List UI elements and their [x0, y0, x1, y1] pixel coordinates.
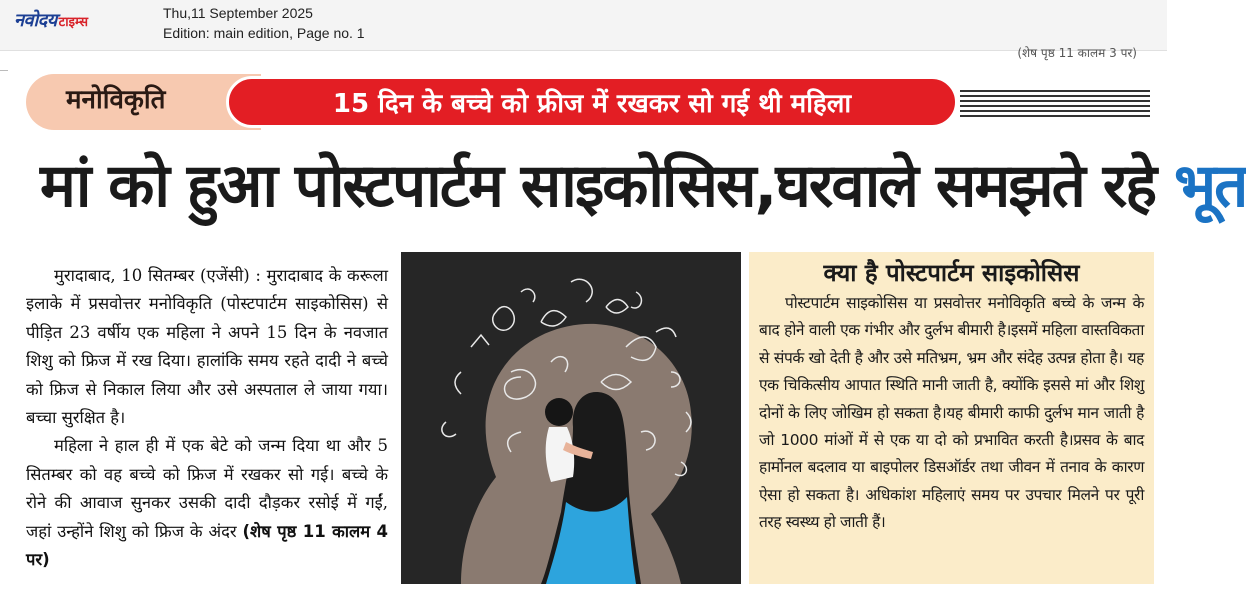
headline — [40, 138, 1246, 238]
explainer-box — [749, 252, 1154, 584]
divider — [0, 70, 8, 71]
masthead-bar — [0, 0, 1167, 60]
subheadline-pill — [226, 76, 958, 128]
edition-info: Edition: main edition, Page no. 1 — [163, 25, 365, 41]
article-illustration — [401, 252, 741, 584]
continued-on-page[interactable]: (शेष पृष्ठ 11 कालम 4 पर) — [26, 521, 388, 570]
edition-date: Thu,11 September 2025 — [163, 5, 313, 21]
subheadline: 15 दिन के बच्चे को फ्रीज में रखकर सो गई थी महिला — [332, 89, 852, 119]
logo-sub-text: टाइम्स — [58, 15, 88, 30]
article-paragraph-2 — [26, 432, 388, 574]
logo-main-text: नवोदय — [14, 10, 57, 31]
headline-main: मां को हुआ पोस्टपार्टम साइकोसिस,घरवाले समझते रहे — [40, 151, 1174, 221]
kicker-label: मनोविकृति — [66, 85, 166, 115]
explainer-body: पोस्टपार्टम साइकोसिस या प्रसवोत्तर मनोविकृति बच्चे के जन्म के बाद होने वाली एक गंभीर और दुर्लभ बीमारी है।इसमें महिला वास्तविकता से संपर्क खो देती है और उसे मतिभ्रम, भ्रम और संदेह उत्पन्न होता है। यह एक चिकित्सीय आपात स्थिति मानी जाती है, क्योंकि इससे मां और शिशु दोनों के लिए जोखिम हो सकता है।यह बीमारी काफी दुर्लभ मान जाती है जो 1000 मांओं में से एक या दो को प्रभावित करती है।प्रसव के बाद हार्मोनल बदलाव या बाइपोलर डिसऑर्डर तथा जीवन में तनाव के कारण ऐसा हो सकता है। अधिकांश महिलाएं समय पर उपचार मिलने पर पूरी तरह स्वस्थ्य हो जाती हैं। — [759, 294, 1144, 532]
explainer-title: क्या है पोस्टपार्टम साइकोसिस — [823, 259, 1080, 287]
kicker-banner — [26, 74, 956, 130]
mother-child-illustration — [401, 252, 741, 584]
newspaper-logo[interactable] — [14, 8, 88, 34]
article-paragraph-1: मुरादाबाद, 10 सितम्बर (एजेंसी) : मुरादाबाद के करूला इलाके में प्रसवोत्तर मनोविकृति (पोस्टपार्टम साइकोसिस) से पीड़ित 23 वर्षीय एक महिला ने अपने 15 दिन के नवजात शिशु को फ्रिज में रख दिया। हालांकि समय रहते दादी ने बच्चे को फ्रिज से निकाल लिया और उसे अस्पताल ले जाया गया। बच्चा सुरक्षित है। — [26, 266, 388, 428]
previous-article-cut-text: (शेष पृष्ठ 11 कालम 3 पर) — [1017, 46, 1137, 60]
headline-accent: भूत — [1174, 151, 1246, 221]
decorative-stripes — [960, 90, 1150, 120]
article-body — [26, 262, 388, 574]
article-paragraph-2-text: महिला ने हाल ही में एक बेटे को जन्म दिया था और 5 सितम्बर को वह बच्चे को फ्रिज में रखकर सो गई। बच्चे के रोने की आवाज सुनकर उसकी दादी दौड़कर रसोई में गईं, जहां उन्होंने शिशु को फ्रिज के अंदर — [26, 436, 388, 541]
